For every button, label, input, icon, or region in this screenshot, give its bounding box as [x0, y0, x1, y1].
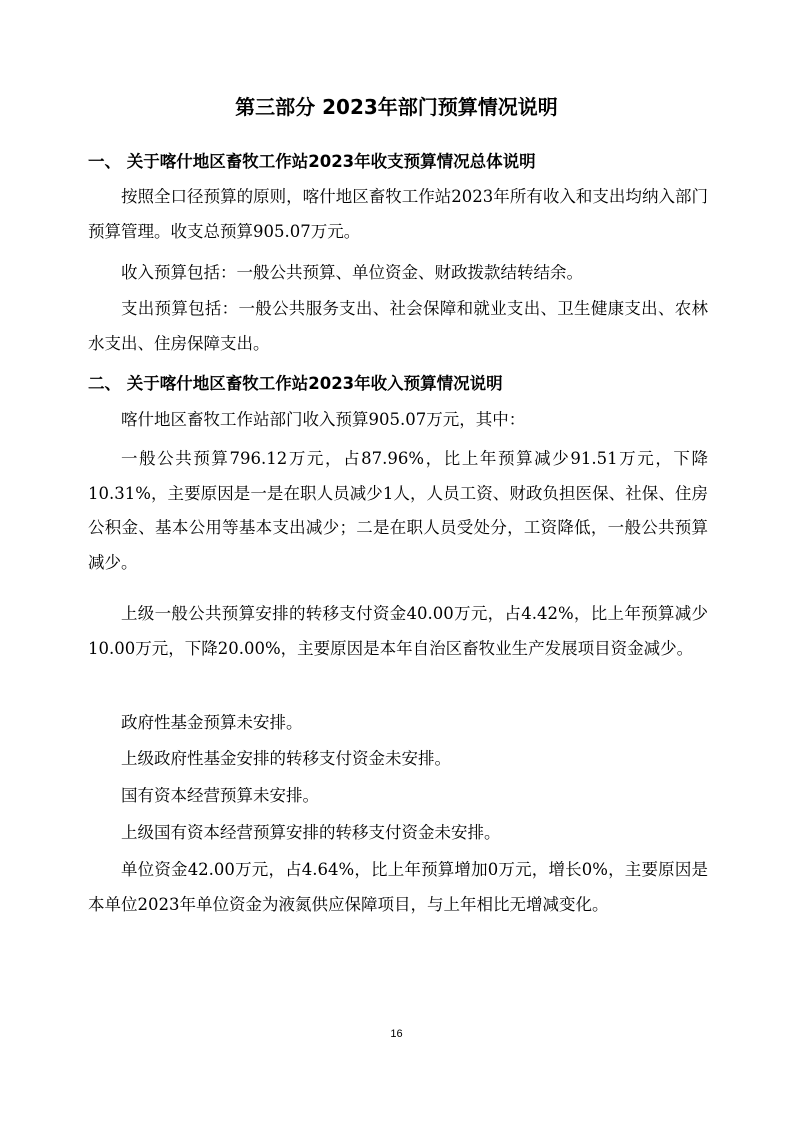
page-title: 第三部分 2023年部门预算情况说明	[235, 95, 558, 119]
page-number: 16	[390, 1028, 403, 1040]
paragraph-1-1: 按照全口径预算的原则，喀什地区畜牧工作站2023年所有收入和支出均纳入部门预算管理。收支总预算905.07万元。	[88, 187, 708, 241]
section-heading-1: 一、 关于喀什地区畜牧工作站2023年收支预算情况总体说明	[88, 152, 536, 171]
paragraph-1-2: 收入预算包括：一般公共预算、单位资金、财政拨款结转结余。	[121, 263, 583, 282]
paragraph-2-5: 上级政府性基金安排的转移支付资金未安排。	[121, 749, 451, 768]
paragraph-2-3: 上级一般公共预算安排的转移支付资金40.00万元，占4.42%，比上年预算减少10.00万元，下降20.00%，主要原因是本年自治区畜牧业生产发展项目资金减少。	[88, 604, 708, 658]
paragraph-2-8: 单位资金42.00万元，占4.64%，比上年预算增加0万元，增长0%，主要原因是本单位2023年单位资金为液氮供应保障项目，与上年相比无增减变化。	[88, 860, 708, 914]
paragraph-2-1: 喀什地区畜牧工作站部门收入预算905.07万元，其中：	[121, 410, 526, 429]
paragraph-2-7: 上级国有资本经营预算安排的转移支付资金未安排。	[121, 823, 501, 842]
paragraph-1-3: 支出预算包括：一般公共服务支出、社会保障和就业支出、卫生健康支出、农林水支出、住房保障支出。	[88, 299, 708, 353]
section-heading-2: 二、 关于喀什地区畜牧工作站2023年收入预算情况说明	[88, 374, 503, 393]
paragraph-2-4: 政府性基金预算未安排。	[121, 713, 303, 732]
paragraph-2-2: 一般公共预算796.12万元，占87.96%，比上年预算减少91.51万元，下降10.31%，主要原因是一是在职人员减少1人，人员工资、财政负担医保、社保、住房公积金、基本公用等基本支出减少；二是在职人员受处分，工资降低，一般公共预算减少。	[88, 449, 708, 572]
paragraph-2-6: 国有资本经营预算未安排。	[121, 786, 319, 805]
